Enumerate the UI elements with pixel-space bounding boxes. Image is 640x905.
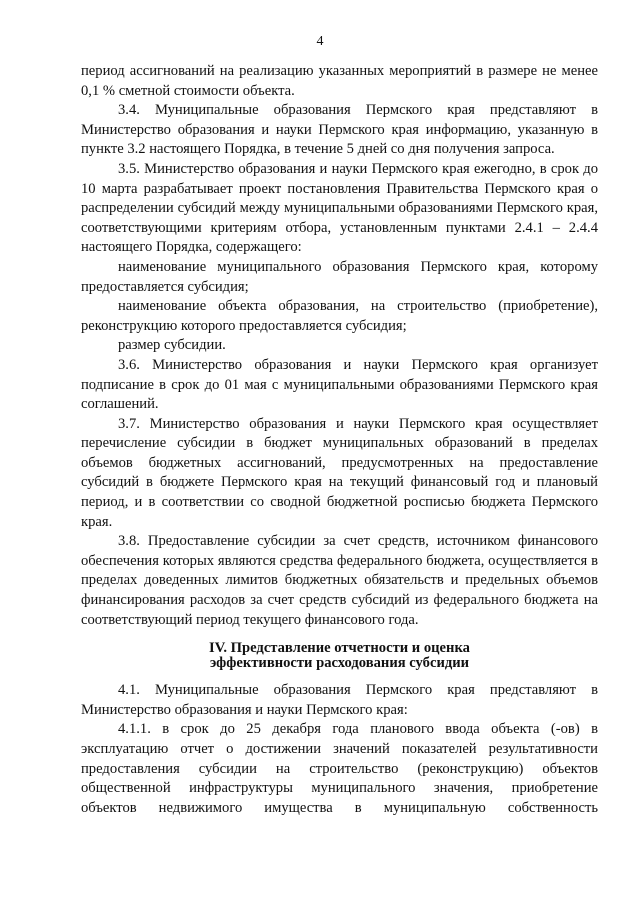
paragraph-4-1-1: 4.1.1. в срок до 25 декабря года планового ввода объекта (-ов) в эксплуатацию отчет о достижении значений показателей результативности предоставления субсидии на строительство (реконструкцию) объектов общественной инфраструктуры муниципального значения, приобретение объектов недвижимого имущества в муниципальную собственность: [81, 721, 598, 816]
paragraph-continuation: период ассигнований на реализацию указанных мероприятий в размере не менее 0,1 % сметной стоимости объекта.: [81, 63, 598, 99]
paragraph-4-1: 4.1. Муниципальные образования Пермского края представляют в Министерство образования и науки Пермского края:: [81, 682, 598, 718]
list-item-subsidy-size: размер субсидии.: [118, 337, 226, 354]
list-item-municipality-name: наименование муниципального образования Пермского края, которому предоставляется субсидия;: [81, 258, 598, 295]
paragraph-3-7: 3.7. Министерство образования и науки Пермского края осуществляет перечисление субсидии в бюджет муниципальных образований в пределах объемов бюджетных ассигнований, предусмотренных на предоставление субсидий в бюджете Пермского края на текущий финансовый год и плановый период, и в соответствии со сводной бюджетной росписью бюджета Пермского края.: [81, 415, 598, 530]
document-body: [81, 62, 598, 818]
page-number: 4: [316, 34, 324, 49]
paragraph-3-4: 3.4. Муниципальные образования Пермского края представляют в Министерство образования и науки Пермского края информацию, указанную в пункте 3.2 настоящего Порядка, в течение 5 дней со дня получения запроса.: [81, 102, 598, 158]
section-heading-line-1: IV. Представление отчетности и оценка: [209, 640, 470, 657]
section-heading-line-2: эффективности расходования субсидии: [209, 655, 470, 672]
section-heading: [81, 641, 598, 671]
paragraph-3-5: 3.5. Министерство образования и науки Пермского края ежегодно, в срок до 10 марта разрабатывает проект постановления Правительства Пермского края о распределении субсидий между муниципальными образованиями Пермского края, соответствующими критериям отбора, установленным пунктами 2.4.1 – 2.4.4 настоящего Порядка, содержащего:: [81, 160, 598, 256]
paragraph-3-8: 3.8. Предоставление субсидии за счет средств, источником финансового обеспечения которых являются средства федерального бюджета, осуществляется в пределах доведенных лимитов бюджетных обязательств и предельных объемов финансирования расходов за счет средств субсидий из федерального бюджета на соответствующий период текущего финансового года.: [81, 533, 598, 628]
list-item-object-name: наименование объекта образования, на строительство (приобретение), реконструкцию которого предоставляется субсидия;: [81, 298, 598, 334]
paragraph-3-6: 3.6. Министерство образования и науки Пермского края организует подписание в срок до 01 мая с муниципальными образованиями Пермского края соглашений.: [81, 356, 598, 413]
